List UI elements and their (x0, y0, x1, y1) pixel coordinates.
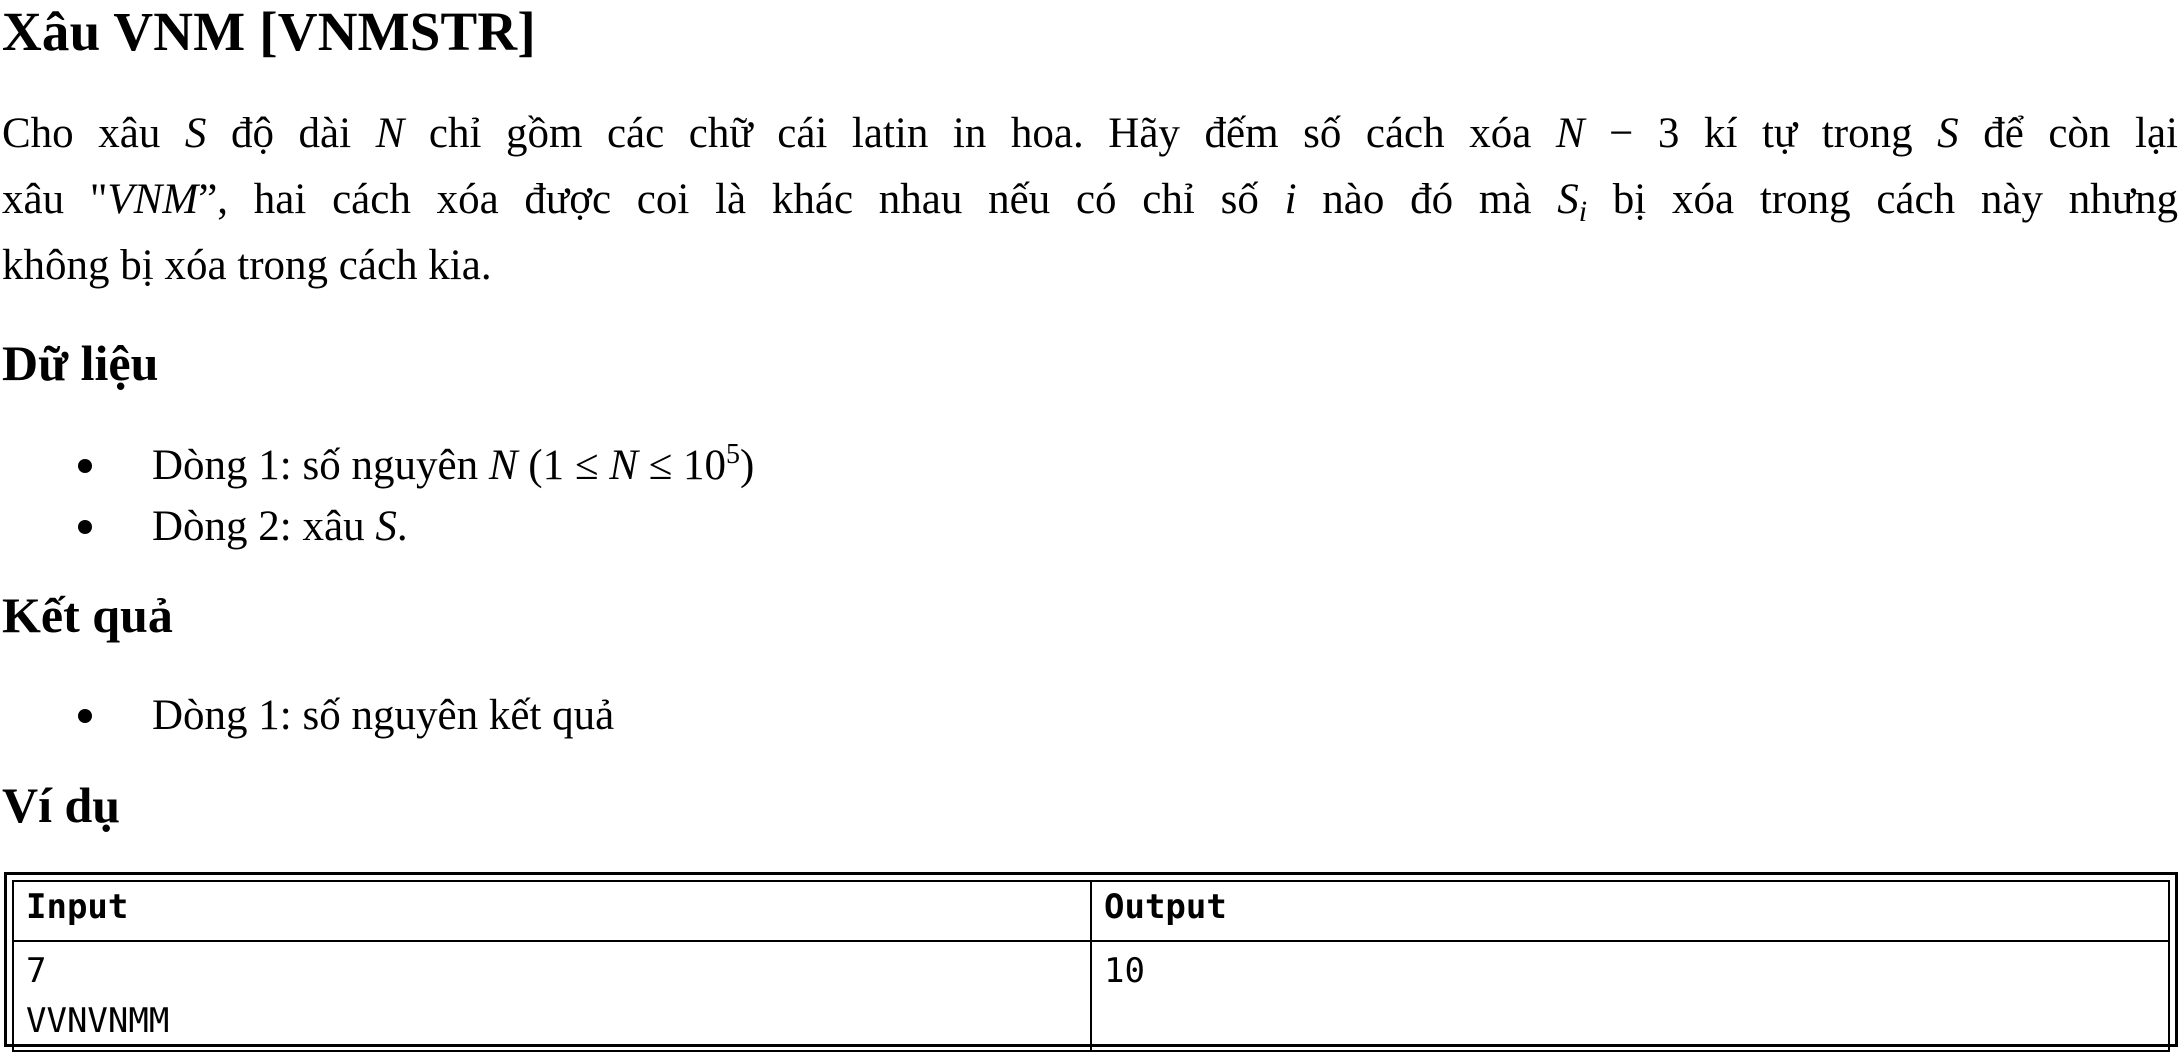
output-format-list (0, 685, 614, 746)
example-table (4, 872, 2178, 1047)
problem-statement (2, 101, 2178, 299)
example-input-cell: 7 VVNVNMM (13, 941, 1091, 1051)
input-format-list (0, 435, 754, 557)
example-section-heading: Ví dụ (2, 777, 121, 833)
input-line-2-item: Dòng 2: xâu S. (0, 496, 754, 557)
input-line-1-item: Dòng 1: số nguyên N $(1 \le N \le 10^5)$ (0, 435, 754, 496)
output-line-1-item: Dòng 1: số nguyên kết quả (0, 685, 614, 746)
table-row (13, 941, 2169, 1051)
statement-line-3: không bị xóa trong cách kia. (2, 242, 492, 289)
statement-line-2: xâu "VNM”, hai cách xóa được coi là khác nhau nếu có chỉ số i nào đó mà $S_i$ bị xóa trong cách này nhưng (2, 176, 2179, 228)
table-header-row (13, 881, 2169, 941)
example-output-cell: 10 (1091, 941, 2169, 1051)
output-column-header: Output (1091, 881, 2169, 941)
output-section-heading: Kết quả (2, 587, 173, 643)
problem-title: Xâu VNM [VNMSTR] (2, 1, 536, 62)
statement-line-1: Cho xâu S độ dài N chỉ gồm các chữ cái latin in hoa. Hãy đếm số cách xóa N − 3 kí tự trong S để còn lại (2, 110, 2178, 157)
input-section-heading: Dữ liệu (2, 335, 159, 391)
input-column-header: Input (13, 881, 1091, 941)
